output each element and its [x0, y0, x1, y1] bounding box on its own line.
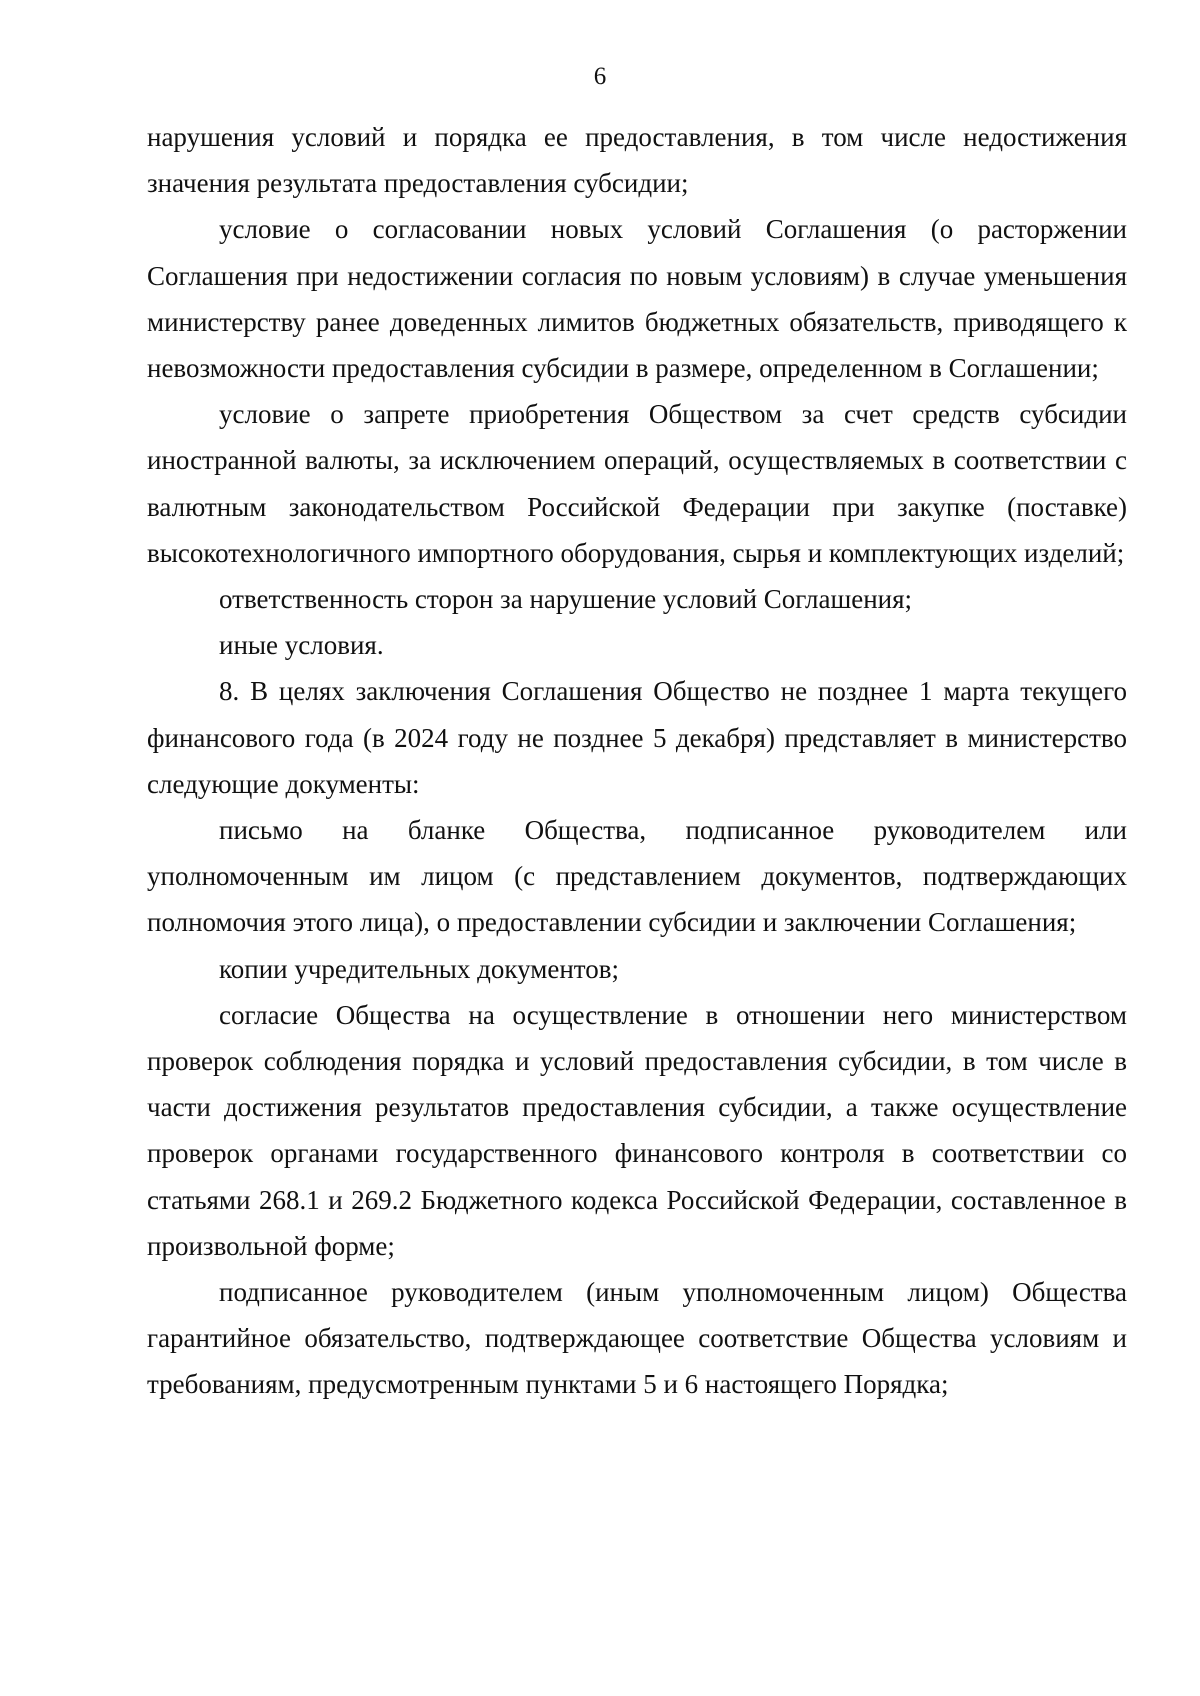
document-body [147, 114, 1127, 1408]
page-number: 6 [593, 63, 607, 90]
paragraph: условие о запрете приобретения Обществом за счет средств субсидии иностранной валюты, за исключением операций, осуществляемых в соответствии с валютным законодательством Российской Федерации при закупке (поставке) высокотехнологичного импортного оборудования, сырья и комплектующих изделий; [147, 399, 1127, 568]
paragraph: условие о согласовании новых условий Соглашения (о расторжении Соглашения при недостижении согласия по новым условиям) в случае уменьшения министерству ранее доведенных лимитов бюджетных обязательств, приводящего к невозможности предоставления субсидии в размере, определенном в Соглашении; [147, 214, 1127, 384]
paragraph: письмо на бланке Общества, подписанное руководителем или уполномоченным им лицом (с представлением документов, подтверждающих полномочия этого лица), о предоставлении субсидии и заключении Соглашения; [147, 815, 1127, 938]
paragraph-continuation: нарушения условий и порядка ее предоставления, в том числе недостижения значения результата предоставления субсидии; [147, 122, 1127, 199]
paragraph: копии учредительных документов; [219, 953, 619, 984]
paragraph: ответственность сторон за нарушение условий Соглашения; [219, 584, 913, 615]
paragraph: согласие Общества на осуществление в отношении него министерством проверок соблюдения порядка и условий предоставления субсидии, в том числе в части достижения результатов предоставления субсидии, а также осуществление проверок органами государственного финансового контроля в соответствии со статьями 268.1 и 269.2 Бюджетного кодекса Российской Федерации, составленное в произвольной форме; [147, 999, 1127, 1261]
paragraph: подписанное руководителем (иным уполномоченным лицом) Общества гарантийное обязательство, подтверждающее соответствие Общества условиям и требованиям, предусмотренным пунктами 5 и 6 настоящего Порядка; [147, 1277, 1127, 1400]
paragraph-item-8: 8. В целях заключения Соглашения Общество не позднее 1 марта текущего финансового года (в 2024 году не позднее 5 декабря) представляет в министерство следующие документы: [147, 676, 1127, 799]
paragraph: иные условия. [219, 630, 384, 661]
